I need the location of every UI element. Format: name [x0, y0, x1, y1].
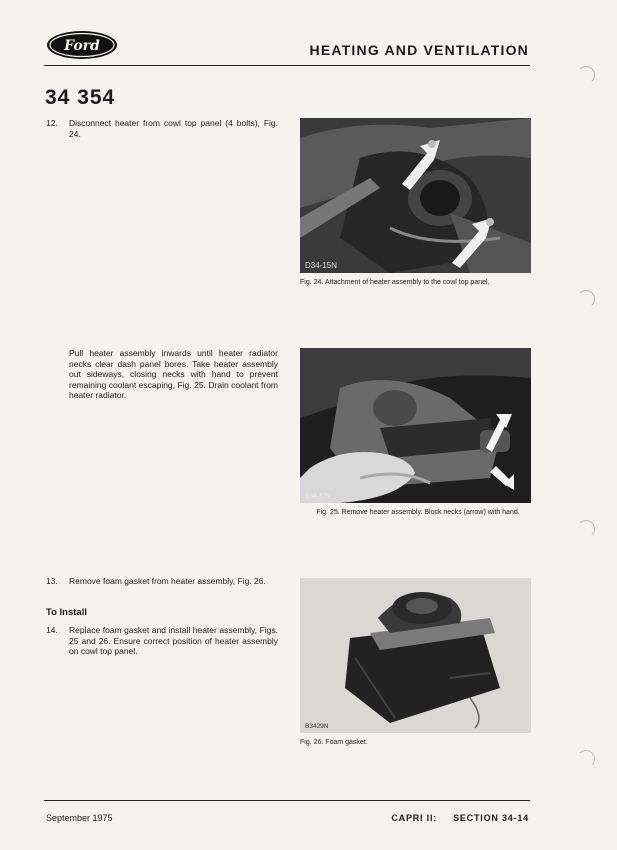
photo-reference-code: B3429N	[305, 723, 329, 730]
footer-section-reference	[391, 813, 529, 823]
step-text: Pull heater assembly inwards until heater radiator necks clear dash panel bores. Take heater assembly out sideways, closing necks with hand to prevent remaining coolant escaping, Fig. 25. Drain coolant from heater radiator.	[69, 348, 278, 400]
step-text: Remove foam gasket from heater assembly, Fig. 26.	[69, 576, 266, 586]
footer-date: September 1975	[46, 813, 113, 823]
binder-hole-mark	[577, 520, 595, 538]
figure-26-caption: Fig. 26. Foam gasket.	[300, 739, 368, 746]
binder-hole-mark	[577, 290, 595, 308]
section-number: 34 354	[45, 86, 116, 109]
footer-divider	[44, 800, 530, 801]
step-number: 14.	[46, 625, 58, 635]
step-text: Disconnect heater from cowl top panel (4 bolts), Fig. 24.	[69, 118, 278, 139]
step-14	[46, 625, 278, 657]
binder-hole-mark	[577, 66, 595, 84]
step-pull-heater	[46, 348, 278, 401]
figure-24-photo	[300, 118, 531, 273]
photo-reference-code: B34-37N	[305, 493, 331, 500]
svg-text:Ford: Ford	[64, 38, 100, 54]
header-divider	[44, 65, 530, 66]
step-12	[46, 118, 278, 139]
step-text: Replace foam gasket and install heater assembly, Figs. 25 and 26. Ensure correct position of heater assembly on cowl top panel.	[69, 625, 278, 656]
step-13	[46, 576, 278, 587]
figure-25-caption: Fig. 25. Remove heater assembly. Block necks (arrow) with hand.	[316, 509, 520, 516]
install-heading: To Install	[46, 607, 87, 618]
footer-model: CAPRI II:	[391, 813, 438, 823]
figure-26-photo	[300, 578, 531, 733]
page-header-title: HEATING AND VENTILATION	[309, 42, 529, 58]
ford-logo	[46, 30, 118, 60]
step-number: 13.	[46, 576, 58, 586]
step-number: 12.	[46, 118, 58, 128]
binder-hole-mark	[577, 750, 595, 768]
figure-25-photo	[300, 348, 531, 503]
figure-24-caption: Fig. 24. Attachment of heater assembly to the cowl top panel.	[300, 279, 490, 286]
photo-reference-code: D34-15N	[305, 261, 338, 270]
footer-section: SECTION 34-14	[453, 813, 529, 823]
